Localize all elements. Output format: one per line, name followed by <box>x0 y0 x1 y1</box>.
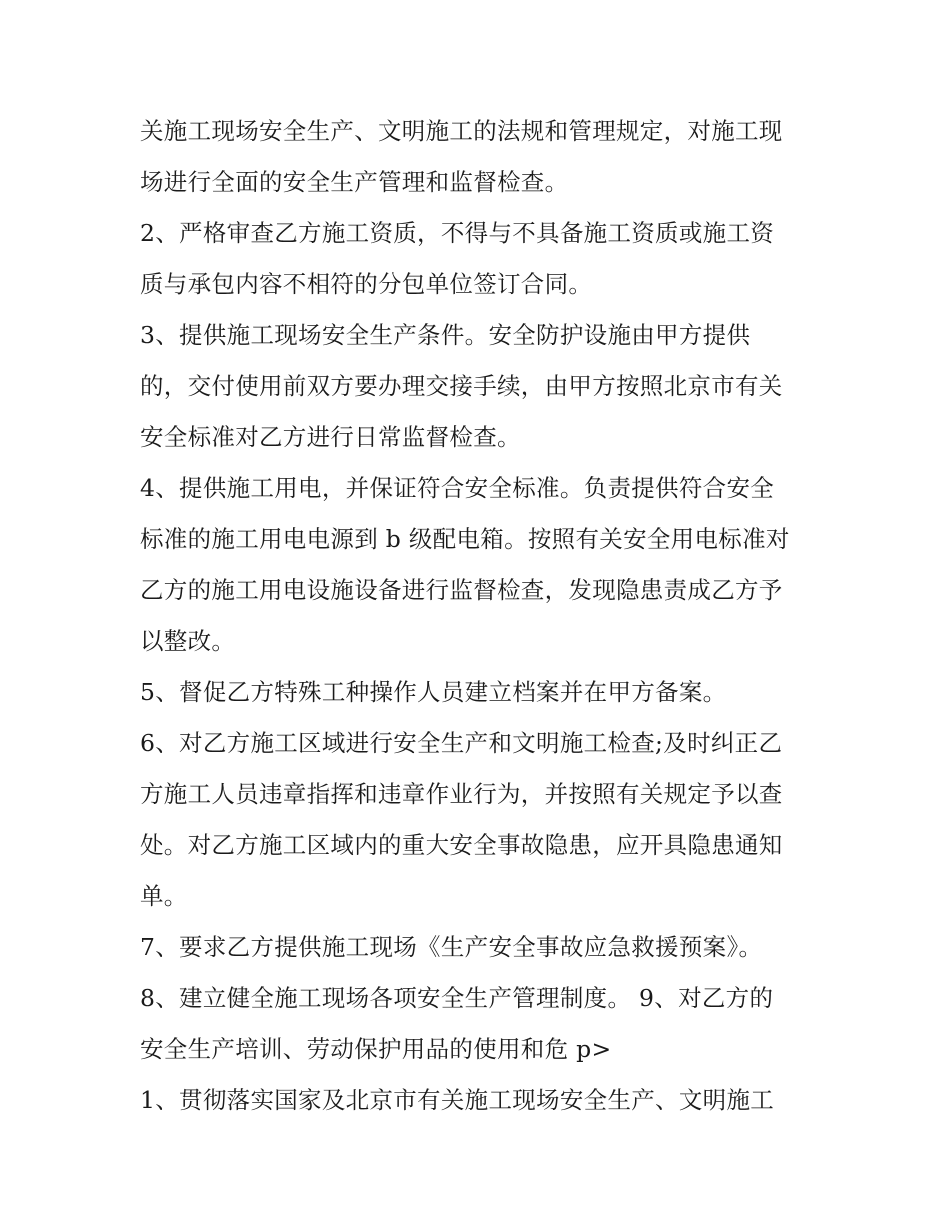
text-line: 关施工现场安全生产、文明施工的法规和管理规定，对施工现 <box>140 117 783 145</box>
text-line: 4、提供施工用电，并保证符合安全标准。负责提供符合安全 <box>140 474 775 502</box>
text-line: 5、督促乙方特殊工种操作人员建立档案并在甲方备案。 <box>140 678 727 706</box>
text-line: 方施工人员违章指挥和违章作业行为，并按照有关规定予以查 <box>140 780 783 808</box>
text-line: 8、建立健全施工现场各项安全生产管理制度。 9、对乙方的 <box>140 984 774 1012</box>
text-line: 标准的施工用电电源到 b 级配电箱。按照有关安全用电标准对 <box>140 525 790 553</box>
text-line: 1、贯彻落实国家及北京市有关施工现场安全生产、文明施工 <box>140 1086 775 1114</box>
text-line: 安全标准对乙方进行日常监督检查。 <box>140 423 521 451</box>
text-line: 6、对乙方施工区域进行安全生产和文明施工检查;及时纠正乙 <box>140 729 783 757</box>
text-line: 处。对乙方施工区域内的重大安全事故隐患，应开具隐患通知 <box>140 831 783 859</box>
document-body <box>140 106 820 1126</box>
text-line: 7、要求乙方提供施工现场《生产安全事故应急救援预案》。 <box>140 933 763 961</box>
text-line: 场进行全面的安全生产管理和监督检查。 <box>140 168 569 196</box>
text-line: 单。 <box>140 882 188 910</box>
text-line: 乙方的施工用电设施设备进行监督检查，发现隐患责成乙方予 <box>140 576 783 604</box>
text-line: 3、提供施工现场安全生产条件。安全防护设施由甲方提供 <box>140 321 751 349</box>
text-line: 以整改。 <box>140 627 236 655</box>
text-line: 的，交付使用前双方要办理交接手续，由甲方按照北京市有关 <box>140 372 783 400</box>
text-line: 2、严格审查乙方施工资质，不得与不具备施工资质或施工资 <box>140 219 775 247</box>
text-line: 安全生产培训、劳动保护用品的使用和危 p> <box>140 1035 612 1063</box>
text-line: 质与承包内容不相符的分包单位签订合同。 <box>140 270 593 298</box>
